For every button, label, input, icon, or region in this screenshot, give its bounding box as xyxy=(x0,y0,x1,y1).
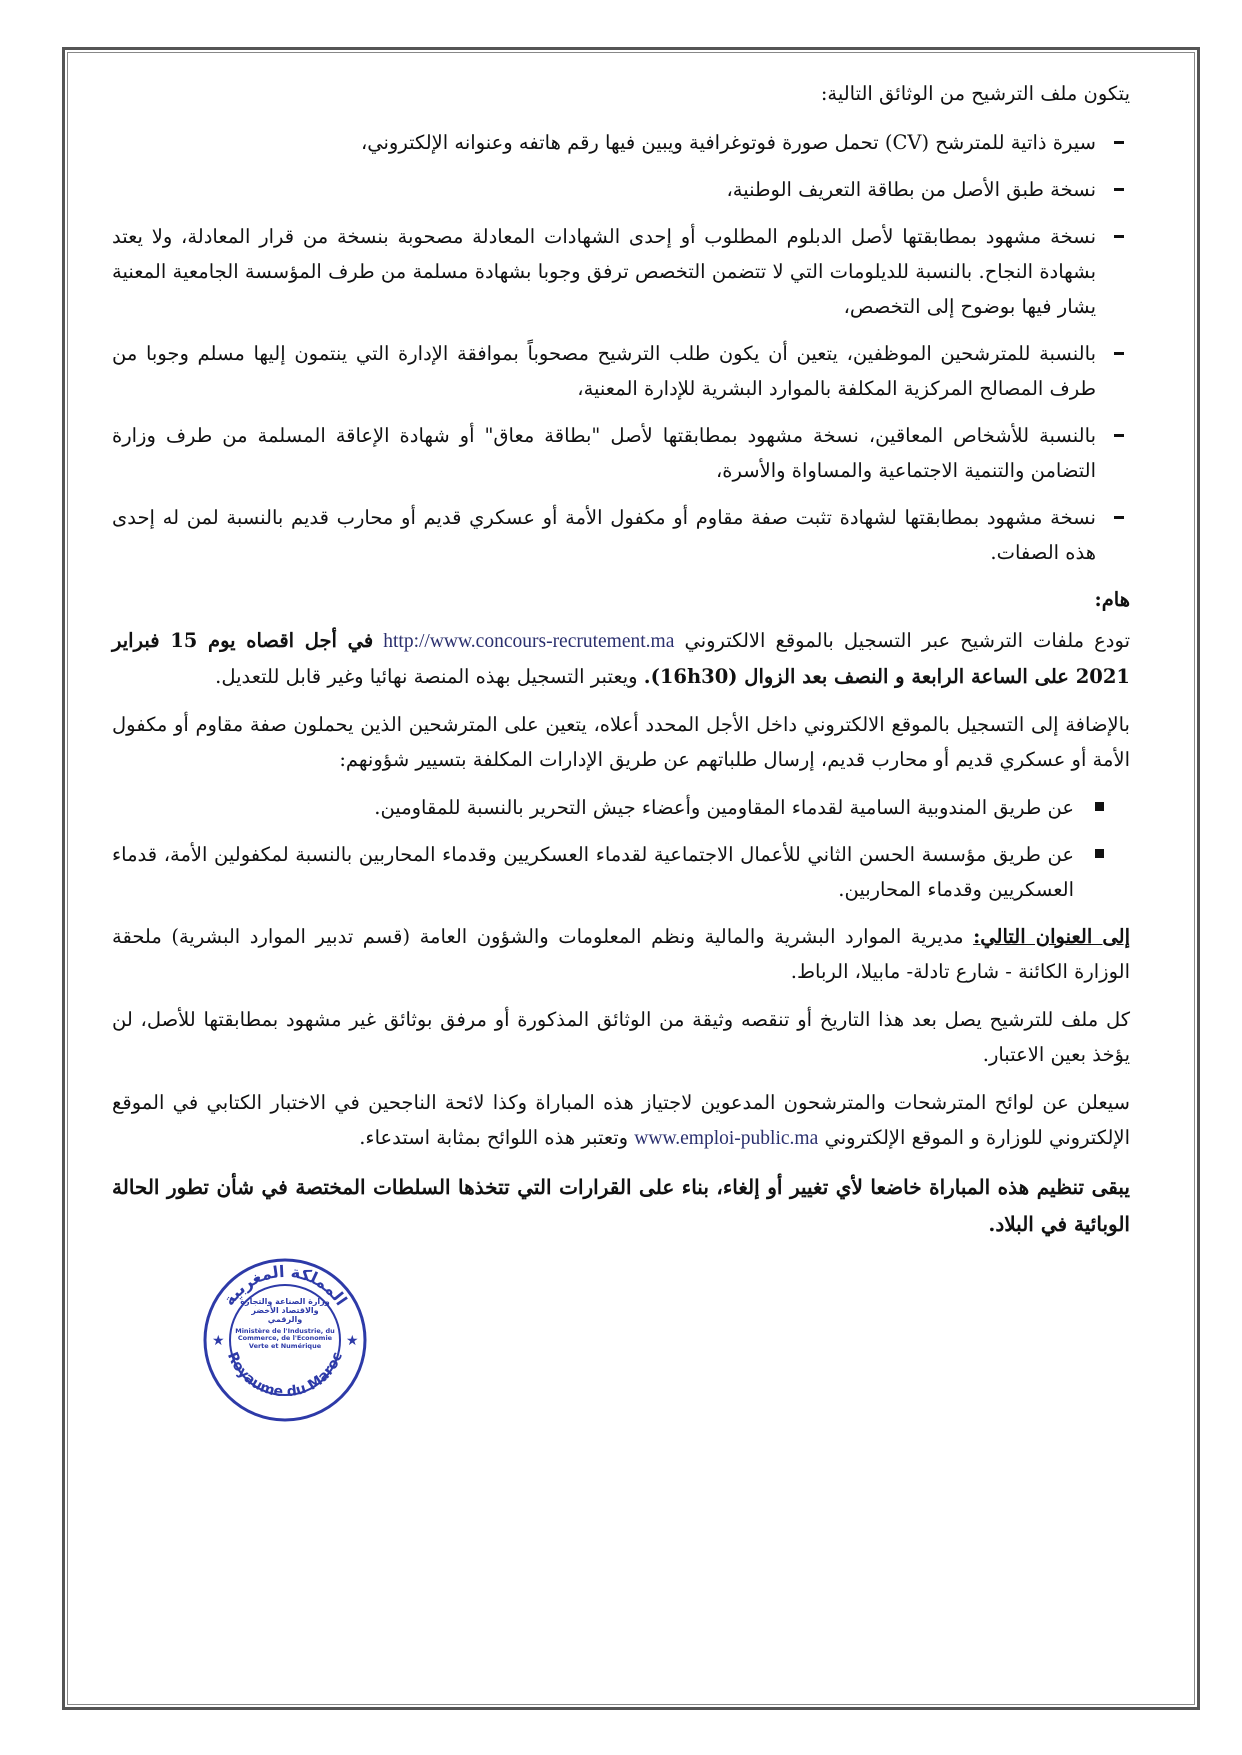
stamp-ministry-fr: Ministère de l'Industrie, du Commerce, de l'Economie Verte et Numérique xyxy=(235,1326,335,1350)
important-heading: هام: xyxy=(1094,588,1130,611)
address-paragraph xyxy=(112,919,1130,989)
star-icon: ★ xyxy=(212,1333,225,1349)
list-item: بالنسبة للمترشحين الموظفين، يتعين أن يكون طلب الترشيح مصحوباً بموافقة الإدارة التي ينتمون إليها مسلم وجوبا من طرف المصالح المركزية المكلفة بالموارد البشرية للإدارة المعنية، xyxy=(112,336,1096,406)
intro-text: يتكون ملف الترشيح من الوثائق التالية: xyxy=(820,82,1130,105)
stamp-bottom-text: Royaume du Maroc xyxy=(223,1349,346,1401)
list-item: نسخة طبق الأصل من بطاقة التعريف الوطنية، xyxy=(112,172,1096,207)
star-icon: ★ xyxy=(346,1333,359,1349)
list-item: نسخة مشهود بمطابقتها لأصل الدبلوم المطلوب أو إحدى الشهادات المعادلة مصحوبة بنسخة من قرار المعادلة، ولا يعتد بشهادة النجاح. بالنسبة للديلومات التي لا تتضمن التخصص ترفق وجوبا بشهادة مسلمة من طرف المؤسسة الجامعية المعنية يشار فيها بوضوح إلى التخصص، xyxy=(112,219,1096,324)
lists-note: وتعتبر هذه اللوائح بمثابة استدعاء. xyxy=(359,1126,629,1149)
emploi-public-link[interactable]: www.emploi-public.ma xyxy=(634,1128,819,1149)
list-item: نسخة مشهود بمطابقتها لشهادة تثبت صفة مقاوم أو مكفول الأمة أو عسكري قديم أو محارب قديم بالنسبة لمن له إحدى هذه الصفات. xyxy=(112,500,1096,570)
channels-list xyxy=(112,790,1130,907)
deadline-paragraph xyxy=(112,623,1130,694)
ministry-stamp xyxy=(200,1255,370,1425)
final-notice: يبقى تنظيم هذه المباراة خاضعا لأي تغيير أو إلغاء، بناء على القرارات التي تتخذها السلطات المختصة في شأن تطور الحالة الوبائية في البلاد. xyxy=(112,1175,1130,1236)
rejection-paragraph: كل ملف للترشيح يصل بعد هذا التاريخ أو تنقصه وثيقة من الوثائق المذكورة أو مرفق بوثائق غير مشهود بمطابقتها للأصل، لن يؤخذ بعين الاعتبار. xyxy=(112,1008,1130,1066)
lists-text: سيعلن عن لوائح المترشحات والمترشحون المدعوين لاجتياز هذه المباراة وكذا لائحة الناجحين في الاختبار الكتابي في الموقع الإلكتروني للوزارة و الموقع الإلكتروني xyxy=(112,1091,1130,1149)
list-item: سيرة ذاتية للمترشح (CV) تحمل صورة فوتوغرافية ويبين فيها رقم هاتفه وعنوانه الإلكتروني، xyxy=(112,125,1096,160)
address-label: إلى العنوان التالي: xyxy=(973,925,1130,948)
documents-list xyxy=(112,125,1130,570)
list-item: بالنسبة للأشخاص المعاقين، نسخة مشهود بمطابقتها لأصل "بطاقة معاق" أو شهادة الإعاقة المسلمة من طرف وزارة التضامن والتنمية الاجتماعية والمساواة والأسرة، xyxy=(112,418,1096,488)
list-item: عن طريق المندوبية السامية لقدماء المقاومين وأعضاء جيش التحرير بالنسبة للمقاومين. xyxy=(112,790,1074,825)
stamp-ministry-ar: وزارة الصناعة والتجارة والاقتصاد الأخضر والرقمي xyxy=(240,1297,330,1325)
lists-paragraph xyxy=(112,1085,1130,1156)
deadline-note: ويعتبر التسجيل بهذه المنصة نهائيا وغير قابل للتعديل. xyxy=(215,665,638,688)
list-item: عن طريق مؤسسة الحسن الثاني للأعمال الاجتماعية لقدماء العسكريين وقدماء المحاربين بالنسبة لمكفولين الأمة، قدماء العسكريين وقدماء المحاربين. xyxy=(112,837,1074,907)
stamp-top-text: المملكة المغربية xyxy=(219,1261,351,1309)
document-body xyxy=(112,76,1130,1256)
veterans-paragraph: بالإضافة إلى التسجيل بالموقع الالكتروني داخل الأجل المحدد أعلاه، يتعين على المترشحين الذين يحملون صفة مقاوم أو مكفول الأمة أو عسكري قديم أو محارب قديم، إرسال طلباتهم عن طريق الإدارات المكلفة بتسيير شؤونهم: xyxy=(112,713,1130,771)
address-text: مديرية الموارد البشرية والمالية ونظم المعلومات والشؤون العامة (قسم تدبير الموارد البشرية) ملحقة الوزارة الكائنة - شارع تادلة- مابيلا، الرباط. xyxy=(112,925,1130,983)
deadline-text: تودع ملفات الترشيح عبر التسجيل بالموقع الالكتروني xyxy=(684,629,1130,652)
recruitment-link[interactable]: http://www.concours-recrutement.ma xyxy=(383,631,675,652)
deadline-date: في أجل اقصاه يوم 15 فبراير 2021 على الساعة الرابعة و النصف بعد الزوال (16h30). xyxy=(112,629,1130,688)
